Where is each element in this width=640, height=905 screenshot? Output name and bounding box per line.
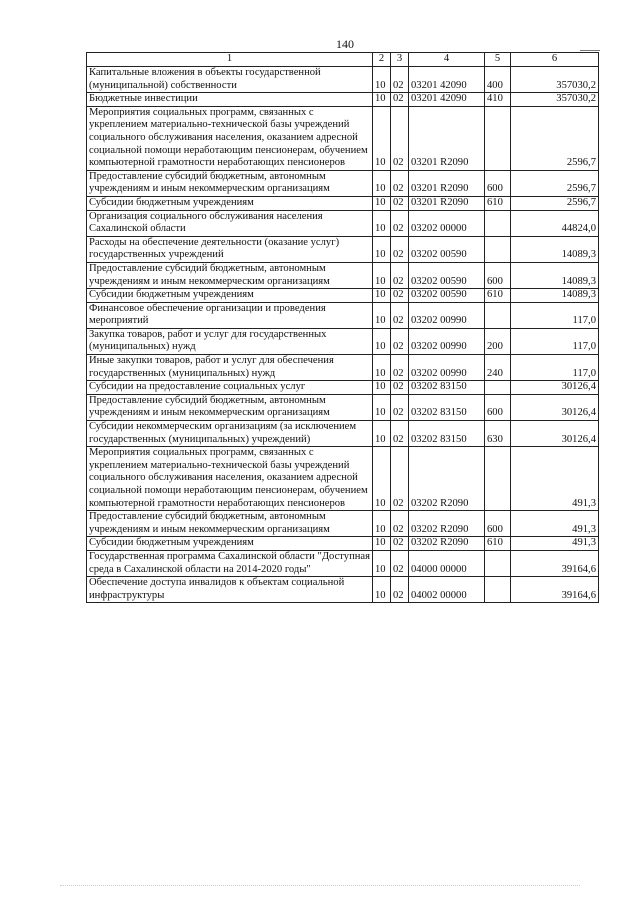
subsection-code-cell: 02 bbox=[391, 67, 409, 93]
section-code-cell: 10 bbox=[373, 210, 391, 236]
target-code-cell: 03202 R2090 bbox=[409, 511, 485, 537]
column-header-5: 5 bbox=[485, 53, 511, 67]
expense-type-cell bbox=[485, 447, 511, 511]
target-code-cell: 04002 00000 bbox=[409, 577, 485, 603]
expense-type-cell bbox=[485, 236, 511, 262]
subsection-code-cell: 02 bbox=[391, 236, 409, 262]
amount-cell: 357030,2 bbox=[511, 93, 599, 107]
expense-type-cell bbox=[485, 381, 511, 395]
amount-cell: 14089,3 bbox=[511, 236, 599, 262]
subsection-code-cell: 02 bbox=[391, 511, 409, 537]
table-row bbox=[87, 67, 599, 93]
amount-cell: 14089,3 bbox=[511, 289, 599, 303]
table-row bbox=[87, 550, 599, 576]
column-header-3: 3 bbox=[391, 53, 409, 67]
subsection-code-cell: 02 bbox=[391, 93, 409, 107]
target-code-cell: 03202 83150 bbox=[409, 394, 485, 420]
section-code-cell: 10 bbox=[373, 577, 391, 603]
subsection-code-cell: 02 bbox=[391, 302, 409, 328]
section-code-cell: 10 bbox=[373, 302, 391, 328]
section-code-cell: 10 bbox=[373, 262, 391, 288]
row-name-cell: Государственная программа Сахалинской области "Доступная среда в Сахалинской области на 2014-2020 годы" bbox=[87, 550, 373, 576]
row-name-cell: Бюджетные инвестиции bbox=[87, 93, 373, 107]
column-header-2: 2 bbox=[373, 53, 391, 67]
budget-table bbox=[86, 52, 599, 603]
section-code-cell: 10 bbox=[373, 381, 391, 395]
table-row bbox=[87, 577, 599, 603]
section-code-cell: 10 bbox=[373, 355, 391, 381]
amount-cell: 491,3 bbox=[511, 447, 599, 511]
subsection-code-cell: 02 bbox=[391, 170, 409, 196]
row-name-cell: Субсидии бюджетным учреждениям bbox=[87, 196, 373, 210]
scan-mark bbox=[580, 50, 600, 51]
table-row bbox=[87, 537, 599, 551]
expense-type-cell bbox=[485, 550, 511, 576]
table-row bbox=[87, 421, 599, 447]
row-name-cell: Субсидии некоммерческим организациям (за исключением государственных (муниципальных) учреждений) bbox=[87, 421, 373, 447]
subsection-code-cell: 02 bbox=[391, 421, 409, 447]
table-row bbox=[87, 106, 599, 170]
expense-type-cell: 610 bbox=[485, 289, 511, 303]
row-name-cell: Организация социального обслуживания населения Сахалинской области bbox=[87, 210, 373, 236]
table-row bbox=[87, 447, 599, 511]
expense-type-cell bbox=[485, 302, 511, 328]
expense-type-cell: 600 bbox=[485, 262, 511, 288]
subsection-code-cell: 02 bbox=[391, 289, 409, 303]
row-name-cell: Закупка товаров, работ и услуг для государственных (муниципальных) нужд bbox=[87, 328, 373, 354]
section-code-cell: 10 bbox=[373, 67, 391, 93]
row-name-cell: Капитальные вложения в объекты государственной (муниципальной) собственности bbox=[87, 67, 373, 93]
target-code-cell: 03202 R2090 bbox=[409, 447, 485, 511]
header-row bbox=[87, 53, 599, 67]
table-row bbox=[87, 196, 599, 210]
section-code-cell: 10 bbox=[373, 421, 391, 447]
amount-cell: 357030,2 bbox=[511, 67, 599, 93]
table-row bbox=[87, 236, 599, 262]
target-code-cell: 03202 00590 bbox=[409, 262, 485, 288]
column-header-1: 1 bbox=[87, 53, 373, 67]
row-name-cell: Предоставление субсидий бюджетным, автономным учреждениям и иным некоммерческим организациям bbox=[87, 394, 373, 420]
amount-cell: 117,0 bbox=[511, 355, 599, 381]
section-code-cell: 10 bbox=[373, 289, 391, 303]
table-row bbox=[87, 210, 599, 236]
expense-type-cell: 400 bbox=[485, 67, 511, 93]
row-name-cell: Предоставление субсидий бюджетным, автономным учреждениям и иным некоммерческим организациям bbox=[87, 511, 373, 537]
expense-type-cell bbox=[485, 577, 511, 603]
table-row bbox=[87, 328, 599, 354]
amount-cell: 30126,4 bbox=[511, 421, 599, 447]
table-row bbox=[87, 289, 599, 303]
row-name-cell: Субсидии бюджетным учреждениям bbox=[87, 289, 373, 303]
column-header-4: 4 bbox=[409, 53, 485, 67]
expense-type-cell: 410 bbox=[485, 93, 511, 107]
target-code-cell: 04000 00000 bbox=[409, 550, 485, 576]
section-code-cell: 10 bbox=[373, 550, 391, 576]
row-name-cell: Субсидии на предоставление социальных услуг bbox=[87, 381, 373, 395]
amount-cell: 2596,7 bbox=[511, 106, 599, 170]
subsection-code-cell: 02 bbox=[391, 210, 409, 236]
amount-cell: 2596,7 bbox=[511, 196, 599, 210]
expense-type-cell bbox=[485, 210, 511, 236]
amount-cell: 39164,6 bbox=[511, 577, 599, 603]
table-row bbox=[87, 394, 599, 420]
subsection-code-cell: 02 bbox=[391, 355, 409, 381]
subsection-code-cell: 02 bbox=[391, 328, 409, 354]
expense-type-cell: 600 bbox=[485, 511, 511, 537]
section-code-cell: 10 bbox=[373, 511, 391, 537]
expense-type-cell: 600 bbox=[485, 394, 511, 420]
expense-type-cell: 200 bbox=[485, 328, 511, 354]
row-name-cell: Предоставление субсидий бюджетным, автономным учреждениям и иным некоммерческим организациям bbox=[87, 262, 373, 288]
section-code-cell: 10 bbox=[373, 537, 391, 551]
subsection-code-cell: 02 bbox=[391, 196, 409, 210]
section-code-cell: 10 bbox=[373, 394, 391, 420]
table-row bbox=[87, 302, 599, 328]
expense-type-cell bbox=[485, 106, 511, 170]
amount-cell: 14089,3 bbox=[511, 262, 599, 288]
table-row bbox=[87, 355, 599, 381]
target-code-cell: 03202 00590 bbox=[409, 289, 485, 303]
row-name-cell: Мероприятия социальных программ, связанных с укреплением материально-технической базы учреждений социального обслуживания населения, оказанием адресной социальной помощи неработающим пенсионерам, обучением компьютерной грамотности неработающих пенсионеров bbox=[87, 106, 373, 170]
target-code-cell: 03202 83150 bbox=[409, 381, 485, 395]
row-name-cell: Субсидии бюджетным учреждениям bbox=[87, 537, 373, 551]
target-code-cell: 03202 83150 bbox=[409, 421, 485, 447]
expense-type-cell: 240 bbox=[485, 355, 511, 381]
section-code-cell: 10 bbox=[373, 328, 391, 354]
expense-type-cell: 630 bbox=[485, 421, 511, 447]
amount-cell: 117,0 bbox=[511, 328, 599, 354]
subsection-code-cell: 02 bbox=[391, 394, 409, 420]
scan-noise-line bbox=[60, 885, 580, 886]
expense-type-cell: 600 bbox=[485, 170, 511, 196]
section-code-cell: 10 bbox=[373, 447, 391, 511]
target-code-cell: 03201 42090 bbox=[409, 67, 485, 93]
target-code-cell: 03202 00590 bbox=[409, 236, 485, 262]
section-code-cell: 10 bbox=[373, 93, 391, 107]
amount-cell: 30126,4 bbox=[511, 394, 599, 420]
expense-type-cell: 610 bbox=[485, 537, 511, 551]
column-header-6: 6 bbox=[511, 53, 599, 67]
target-code-cell: 03201 42090 bbox=[409, 93, 485, 107]
section-code-cell: 10 bbox=[373, 196, 391, 210]
subsection-code-cell: 02 bbox=[391, 577, 409, 603]
section-code-cell: 10 bbox=[373, 170, 391, 196]
subsection-code-cell: 02 bbox=[391, 550, 409, 576]
expense-type-cell: 610 bbox=[485, 196, 511, 210]
subsection-code-cell: 02 bbox=[391, 106, 409, 170]
row-name-cell: Иные закупки товаров, работ и услуг для обеспечения государственных (муниципальных) нужд bbox=[87, 355, 373, 381]
row-name-cell: Предоставление субсидий бюджетным, автономным учреждениям и иным некоммерческим организациям bbox=[87, 170, 373, 196]
table-row bbox=[87, 262, 599, 288]
target-code-cell: 03201 R2090 bbox=[409, 196, 485, 210]
row-name-cell: Расходы на обеспечение деятельности (оказание услуг) государственных учреждений bbox=[87, 236, 373, 262]
amount-cell: 491,3 bbox=[511, 537, 599, 551]
amount-cell: 491,3 bbox=[511, 511, 599, 537]
subsection-code-cell: 02 bbox=[391, 537, 409, 551]
target-code-cell: 03201 R2090 bbox=[409, 170, 485, 196]
row-name-cell: Обеспечение доступа инвалидов к объектам социальной инфраструктуры bbox=[87, 577, 373, 603]
amount-cell: 44824,0 bbox=[511, 210, 599, 236]
table-row bbox=[87, 170, 599, 196]
table-row bbox=[87, 381, 599, 395]
row-name-cell: Финансовое обеспечение организации и проведения мероприятий bbox=[87, 302, 373, 328]
subsection-code-cell: 02 bbox=[391, 447, 409, 511]
target-code-cell: 03201 R2090 bbox=[409, 106, 485, 170]
table-row bbox=[87, 93, 599, 107]
target-code-cell: 03202 00990 bbox=[409, 302, 485, 328]
amount-cell: 117,0 bbox=[511, 302, 599, 328]
section-code-cell: 10 bbox=[373, 236, 391, 262]
table-row bbox=[87, 511, 599, 537]
subsection-code-cell: 02 bbox=[391, 262, 409, 288]
row-name-cell: Мероприятия социальных программ, связанных с укреплением материально-технической базы учреждений социального обслуживания населения, оказанием адресной социальной помощи неработающим пенсионерам, обучением компьютерной грамотности неработающих пенсионеров bbox=[87, 447, 373, 511]
target-code-cell: 03202 00990 bbox=[409, 355, 485, 381]
section-code-cell: 10 bbox=[373, 106, 391, 170]
subsection-code-cell: 02 bbox=[391, 381, 409, 395]
page-number: 140 bbox=[336, 37, 354, 51]
target-code-cell: 03202 00000 bbox=[409, 210, 485, 236]
target-code-cell: 03202 00990 bbox=[409, 328, 485, 354]
amount-cell: 30126,4 bbox=[511, 381, 599, 395]
target-code-cell: 03202 R2090 bbox=[409, 537, 485, 551]
amount-cell: 2596,7 bbox=[511, 170, 599, 196]
table-body bbox=[87, 67, 599, 603]
amount-cell: 39164,6 bbox=[511, 550, 599, 576]
